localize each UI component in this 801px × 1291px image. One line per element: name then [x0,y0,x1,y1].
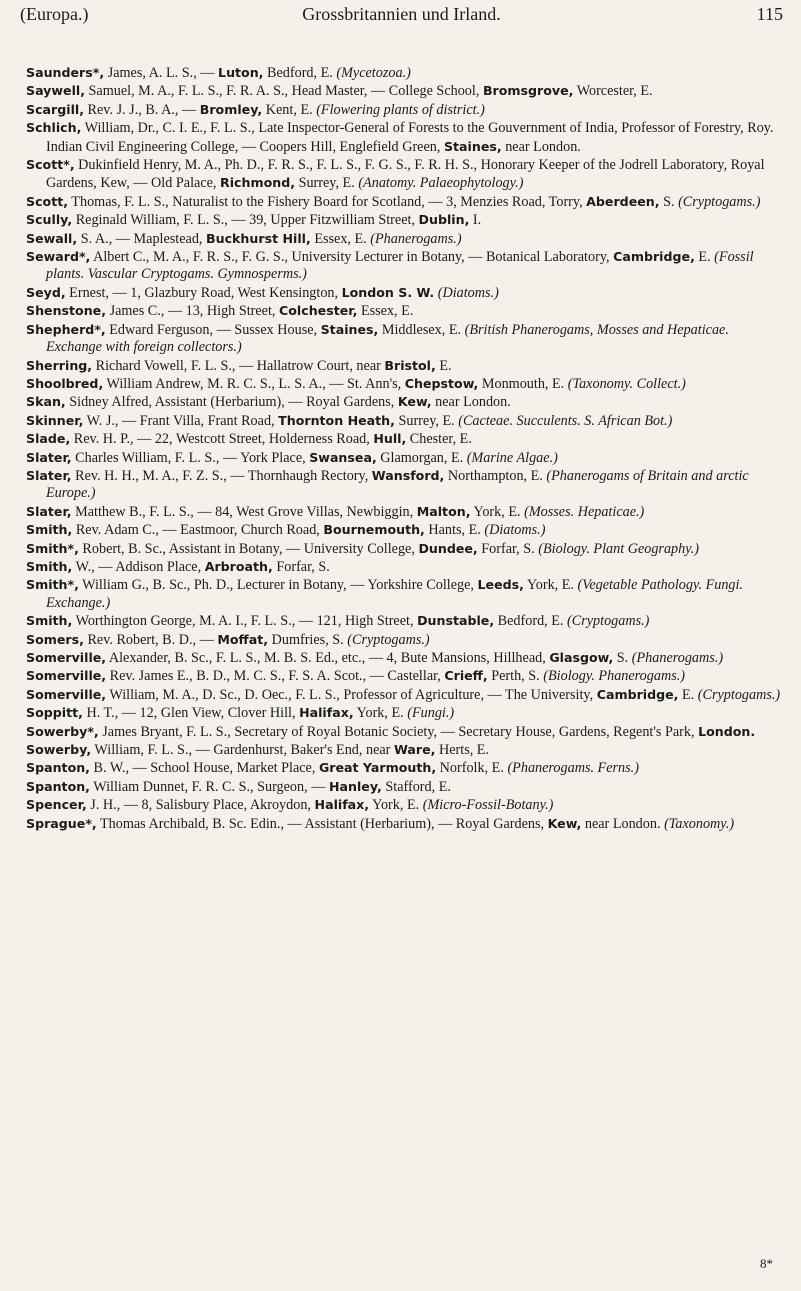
entry-details-end: Surrey, E. [394,412,459,429]
page-footer [0,1256,801,1276]
entry-name: Smith*, [26,577,79,593]
entry-details: Robert, B. Sc., Assistant in Botany, — University College, [78,540,419,557]
entry-details-end: York, E. [369,797,423,814]
entry-details-end: Kent, E. [262,101,317,118]
entry-details: Alexander, B. Sc., F. L. S., M. B. S. Ed., etc., — 4, Bute Mansions, Hillhead, [106,650,550,666]
entry-details: William Andrew, M. R. C. S., L. S. A., — St. Ann's, [103,375,405,392]
entry-place: Dundee, [418,540,478,556]
directory-entry [26,540,785,558]
entry-details: Albert C., M. A., F. R. S., F. G. S., University Lecturer in Botany, — Botanical Laboratory, [90,249,614,266]
entry-specialty: (Taxonomy. Collect.) [567,375,686,392]
directory-entry [26,778,785,796]
entry-details-end: Forfar, S. [272,558,330,575]
entry-name: Somerville, [26,650,107,665]
directory-entry [26,64,785,82]
entry-details-end: York, E. [353,705,408,722]
entry-details-end: Middlesex, E. [378,321,465,338]
entry-place: Staines, [320,321,379,337]
entry-place: Buckhurst Hill, [206,230,311,246]
directory-entry [26,815,785,833]
entry-details-end: I. [469,212,482,229]
directory-entry [26,631,785,649]
entry-details: Edward Ferguson, — Sussex House, [105,321,321,338]
entry-details: Reginald William, F. L. S., — 39, Upper Fitzwilliam Street, [72,212,419,229]
entry-specialty: (British Phanerogams, Mosses and Hepaticae. Exchange with foreign collectors.) [46,321,729,356]
entry-name: Spanton, [26,760,90,776]
entry-name: Schlich, [26,120,82,136]
entry-specialty: (Marine Algae.) [466,449,558,466]
entry-name: Somerville, [26,686,107,702]
entry-details: Richard Vowell, F. L. S., — Hallatrow Court, near [92,357,385,374]
entry-place: Leeds, [477,577,524,593]
entry-details: William G., B. Sc., Ph. D., Lecturer in Botany, — Yorkshire College, [78,577,478,594]
entry-name: Shoolbred, [26,375,104,391]
entry-specialty: (Biology. Plant Geography.) [538,540,700,557]
entry-name: Scott, [26,193,69,209]
entry-details-end: near London. [581,815,665,832]
entry-specialty: (Cryptogams.) [678,193,761,210]
directory-entry [26,412,785,430]
entry-specialty: (Cryptogams.) [567,613,650,630]
entry-specialty: (Phanerogams.) [370,230,462,247]
entry-name: Somers, [26,631,84,647]
entry-name: Seyd, [26,284,66,300]
directory-entry [26,796,785,814]
entry-details: Ernest, — 1, Glazbury Road, West Kensington, [65,284,342,301]
entry-place: Malton, [416,503,471,519]
directory-entry [26,704,785,722]
entry-specialty: (Micro-Fossil-Botany.) [422,797,554,814]
directory-entry [26,521,785,539]
entry-specialty: (Cryptogams.) [697,686,781,703]
entry-name: Spanton, [26,778,90,794]
entry-details-end: near London. [501,138,581,155]
directory-entry [26,612,785,630]
directory-entry [26,741,785,759]
entry-details-end: Essex, E. [310,230,371,247]
directory-entry [26,156,785,193]
entry-place: Kew, [547,815,582,831]
page-number: 115 [756,4,783,24]
entry-details: Charles William, F. L. S., — York Place, [71,449,310,466]
entry-name: Scully, [26,212,73,228]
entry-name: Smith, [26,558,73,574]
entry-details: Dukinfield Henry, M. A., Ph. D., F. R. S., F. L. S., F. G. S., F. R. H. S., Honorary Keeper of the Jodrell Laboratory, Royal Gardens, Kew, — Old Palace, [46,157,765,192]
directory-entry [26,119,785,156]
entry-name: Skan, [26,394,66,410]
entry-details: S. A., — Maplestead, [77,230,207,247]
entry-place: Kew, [397,394,432,410]
entry-details: Thomas, F. L. S., Naturalist to the Fishery Board for Scotland, — 3, Menzies Road, Torry, [68,193,587,210]
entry-details: Rev. H. H., M. A., F. Z. S., — Thornhaugh Rectory, [71,467,372,484]
entry-place: Bromley, [199,101,263,117]
entry-details: Worthington George, M. A. I., F. L. S., — 121, High Street, [72,613,418,630]
entry-name: Sherring, [26,357,93,373]
entry-details-end: Dumfries, S. [268,631,348,648]
directory-entry [26,302,785,320]
entry-name: Sewall, [26,230,78,246]
entry-name: Sowerby, [26,742,92,758]
directory-entry [26,193,785,211]
directory-entry [26,558,785,576]
entry-details: Matthew B., F. L. S., — 84, West Grove Villas, Newbiggin, [71,503,417,520]
entry-details: William, F. L. S., — Gardenhurst, Baker's End, near [91,742,394,759]
directory-entry [26,357,785,375]
entry-place: Wansford, [371,467,445,483]
entry-details-end: Hants, E. [424,522,485,539]
entry-details: William Dunnet, F. R. C. S., Surgeon, — [89,778,329,795]
entry-specialty: (Fungi.) [407,705,455,722]
entry-specialty: (Mosses. Hepaticae.) [524,503,645,520]
entry-specialty: (Cryptogams.) [347,631,430,648]
entry-details-end: S. [659,193,679,210]
header-title: Grossbritannien und Irland. [302,4,501,24]
entry-details: Thomas Archibald, B. Sc. Edin., — Assistant (Herbarium), — Royal Gardens, [96,815,548,832]
entry-name: Slater, [26,503,72,519]
entry-details-end: S. [613,650,632,666]
entry-details-end: Worcester, E. [573,83,653,100]
entry-place: Richmond, [220,175,296,191]
entry-name: Sprague*, [26,815,97,831]
entry-details-end: E. [435,357,452,374]
entry-details: Sidney Alfred, Assistant (Herbarium), — Royal Gardens, [65,394,398,411]
directory-entry [26,375,785,393]
directory-entry [26,82,785,100]
directory-entry [26,248,785,284]
directory-entry [26,101,785,119]
entry-place: Dublin, [418,212,470,228]
entry-place: London S. W. [341,284,435,300]
entry-details-end: Forfar, S. [477,540,539,557]
directory-entry [26,284,785,302]
entry-name: Saywell, [26,83,85,99]
entry-name: Somerville, [26,668,107,684]
entry-details: James C., — 13, High Street, [106,303,280,320]
entry-specialty: (Cacteae. Succulents. S. African Bot.) [458,412,673,429]
entry-details: Samuel, M. A., F. L. S., F. R. A. S., Head Master, — College School, [84,83,483,100]
entry-details: William, Dr., C. I. E., F. L. S., Late Inspector-General of Forests to the Gouvernment of India, Professor of Forestry, Roy. Indian Civil Engineering College, — Coopers Hill, Englefield Green, [46,120,774,155]
entry-details: B. W., — School House, Market Place, [89,760,319,777]
entry-details: J. H., — 8, Salisbury Place, Akroydon, [86,797,315,814]
entry-place: Cambridge, [596,686,679,702]
directory-entry [26,576,785,612]
entry-place: Arbroath, [204,558,273,574]
entry-details: Rev. Robert, B. D., — [83,631,218,648]
entry-name: Smith*, [26,540,79,556]
entry-name: Smith, [26,613,73,629]
directory-entry [26,503,785,521]
entry-name: Slater, [26,467,72,483]
entry-details-end: E. [694,249,715,266]
entry-details: James Bryant, F. L. S., Secretary of Royal Botanic Society, — Secretary House, Gardens, Regent's Park, [98,723,699,740]
entry-details: Rev. H. P., — 22, Westcott Street, Holderness Road, [70,431,374,448]
entry-details-end: Essex, E. [357,303,414,320]
entry-specialty: (Phanerogams. Ferns.) [507,760,639,777]
entry-details-end: Glamorgan, E. [376,449,467,466]
entry-details-end: Bedford, E. [263,65,337,81]
directory-entry [26,211,785,229]
header-region: (Europa.) [20,4,89,24]
entry-details: W. J., — Frant Villa, Frant Road, [83,412,279,429]
entry-details-end: Northampton, E. [444,467,547,484]
entry-place: Bristol, [384,357,436,373]
entry-name: Shenstone, [26,303,107,319]
entry-place: London. [698,723,756,739]
entry-place: Hanley, [328,778,382,794]
directory-entry [26,230,785,248]
entry-place: Hull, [373,431,407,447]
entry-specialty: (Taxonomy.) [664,815,735,832]
directory-entry [26,430,785,448]
entry-name: Slater, [26,449,72,465]
entry-place: Glasgow, [549,650,614,665]
entry-details: Rev. James E., B. D., M. C. S., F. S. A. Scot., — Castellar, [106,668,445,685]
entry-specialty: (Diatoms.) [437,284,499,301]
entry-details-end: Herts, E. [435,742,490,759]
entry-specialty: (Phanerogams of Britain and arctic Europe.) [46,467,749,502]
entry-name: Soppitt, [26,705,83,721]
directory-entry [26,686,785,704]
directory-entry [26,321,785,357]
directory-entry [26,649,785,667]
entry-name: Shepherd*, [26,321,106,337]
entry-details-end: Stafford, E. [381,778,451,795]
entry-name: Skinner, [26,412,84,428]
entry-details: Rev. J. J., B. A., — [84,101,200,118]
entry-details-end: Perth, S. [487,668,544,685]
running-header [20,4,783,34]
entry-place: Chepstow, [404,375,479,391]
entry-name: Scott*, [26,157,75,173]
entry-specialty: (Mycetozoa.) [336,65,411,81]
entry-details-end: York, E. [523,577,578,594]
entry-name: Spencer, [26,797,87,813]
entry-details-end: Bedford, E. [494,613,568,630]
entry-place: Ware, [393,742,436,758]
entry-specialty: (Biology. Phanerogams.) [543,668,685,685]
entry-specialty: (Vegetable Pathology. Fungi. Exchange.) [46,577,744,611]
entry-name: Sowerby*, [26,723,99,739]
signature-mark: 8* [760,1256,773,1271]
directory-entry [26,759,785,777]
entry-place: Bromsgrove, [482,83,574,99]
entry-place: Luton, [218,65,264,80]
entry-details-end: Monmouth, E. [478,375,568,392]
entry-name: Saunders*, [26,65,105,80]
entry-place: Colchester, [279,303,358,319]
entry-specialty: (Anatomy. Palaeophytology.) [358,175,524,192]
entry-details-end: Norfolk, E. [436,760,508,777]
directory-entry [26,667,785,685]
directory-entry [26,393,785,411]
entry-place: Swansea, [309,449,377,465]
entry-details: W., — Addison Place, [72,558,205,575]
directory-entries [26,64,785,833]
entry-place: Halifax, [299,705,354,721]
entry-details: H. T., — 12, Glen View, Clover Hill, [82,705,300,722]
entry-place: Moffat, [217,631,269,647]
entry-details: Rev. Adam C., — Eastmoor, Church Road, [72,522,324,539]
entry-specialty: (Phanerogams.) [631,650,724,666]
entry-specialty: (Fossil plants. Vascular Cryptogams. Gymnosperms.) [46,249,754,283]
directory-entry [26,449,785,467]
entry-place: Dunstable, [417,613,495,629]
entry-place: Cambridge, [613,249,695,265]
entry-details-end: E. [678,686,698,703]
entry-place: Bournemouth, [323,522,425,538]
entry-place: Thornton Heath, [278,412,395,428]
entry-details-end: near London. [431,394,511,411]
entry-details-end: Chester, E. [406,431,472,448]
entry-details: William, M. A., D. Sc., D. Oec., F. L. S., Professor of Agriculture, — The University, [106,686,597,703]
entry-details-end: York, E. [470,503,525,520]
entry-specialty: (Diatoms.) [484,522,546,539]
entry-name: Scargill, [26,101,84,117]
entry-place: Crieff, [444,668,488,684]
entry-place: Halifax, [314,797,370,813]
directory-entry [26,723,785,741]
entry-name: Seward*, [26,249,91,265]
entry-place: Staines, [443,138,502,154]
entry-details: James, A. L. S., — [104,65,219,81]
entry-place: Aberdeen, [586,193,660,209]
entry-name: Slade, [26,431,71,447]
entry-details-end: Surrey, E. [295,175,359,192]
entry-place: Great Yarmouth, [318,760,437,776]
entry-name: Smith, [26,522,73,538]
directory-entry [26,467,785,503]
entry-specialty: (Flowering plants of district.) [316,101,485,118]
